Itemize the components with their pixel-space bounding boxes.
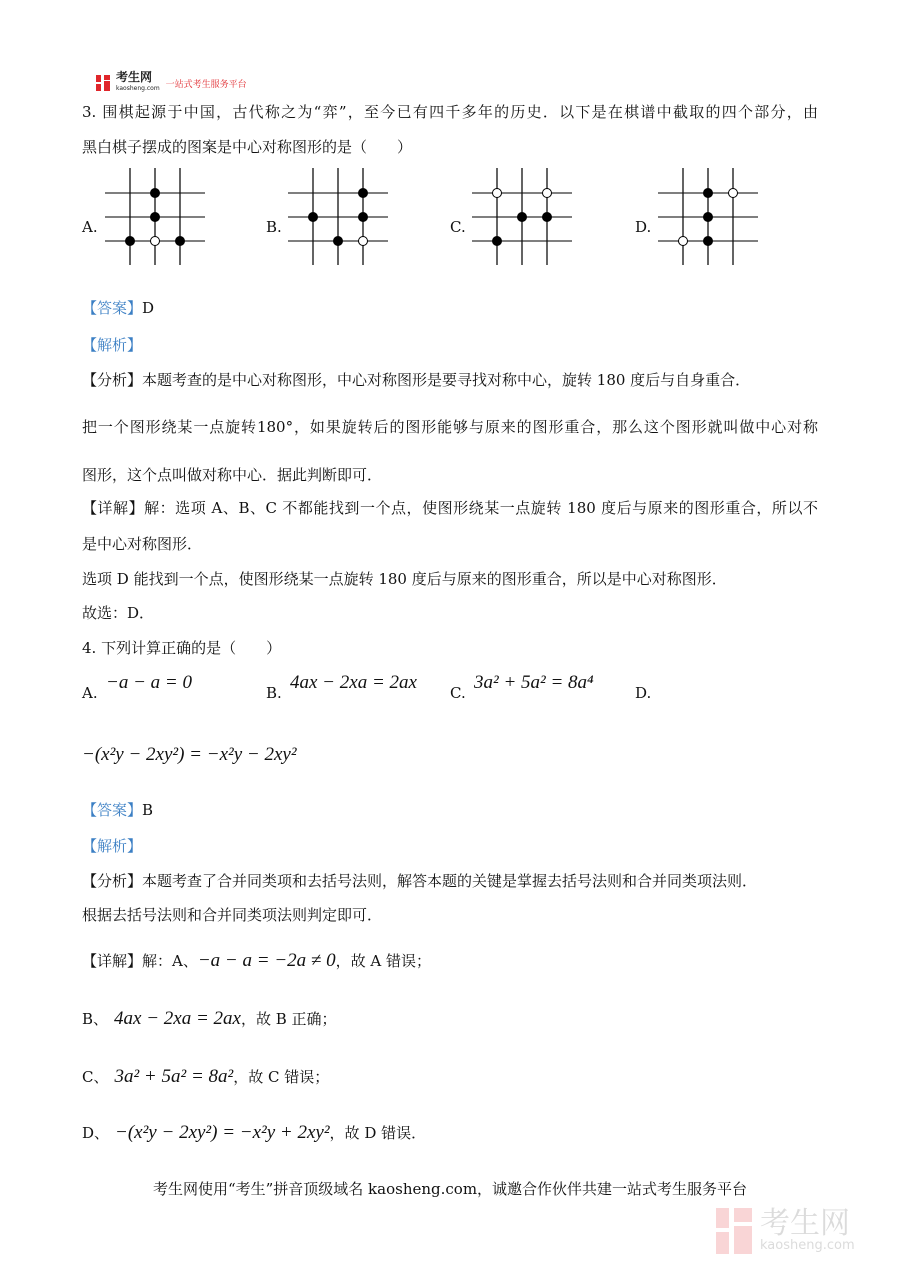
white-stone	[729, 189, 738, 198]
step-conclusion: ，故 B 正确；	[240, 1010, 337, 1028]
q3-fenxi: 本题考查的是中心对称图形，中心对称图形是要寻找对称中心，旋转 180 度后与自身重合．	[142, 371, 751, 389]
answer-label: 【答案】	[82, 801, 143, 819]
q3-stem-line2: 黑白棋子摆成的图案是中心对称图形的是（ ）	[82, 138, 413, 156]
analysis-label: 【解析】	[82, 336, 143, 354]
q3-option-b-label: B.	[266, 218, 282, 236]
step-prefix: D、	[82, 1124, 110, 1142]
black-stone	[359, 213, 368, 222]
step-prefix: 解：A、	[142, 952, 198, 970]
watermark-domain: kaosheng.com	[760, 1238, 855, 1253]
q4-fenxi: 本题考查了合并同类项和去括号法则，解答本题的关键是掌握去括号法则和合并同类项法则．	[142, 872, 758, 890]
watermark-logo-icon	[716, 1208, 752, 1254]
q3-detail-line2: 是中心对称图形．	[82, 535, 203, 553]
detail-label: 【详解】	[82, 952, 143, 970]
black-stone	[359, 189, 368, 198]
q4-option-a-label: A.	[82, 684, 98, 702]
white-stone	[359, 237, 368, 246]
q3-detail-line1: 解：选项 A、B、C 不都能找到一个点，使图形绕某一点旋转 180 度后与原来的图形重合，所以不	[144, 499, 818, 517]
black-stone	[176, 237, 185, 246]
black-stone	[704, 237, 713, 246]
logo-mark-icon	[96, 75, 110, 91]
step-prefix: C、	[82, 1068, 109, 1086]
logo-name: 考生网	[116, 70, 153, 84]
step-formula: 3a² + 5a² = 8a²	[114, 1066, 234, 1087]
logo-slogan: 一站式考生服务平台	[165, 79, 247, 90]
black-stone	[151, 189, 160, 198]
go-diagram-c	[467, 165, 577, 269]
step-formula: −(x²y − 2xy²) = −x²y + 2xy²	[115, 1122, 330, 1143]
black-stone	[309, 213, 318, 222]
detail-label: 【详解】	[82, 499, 145, 517]
step-conclusion: ，故 D 错误．	[329, 1124, 427, 1142]
fenxi-label: 【分析】	[82, 872, 143, 890]
black-stone	[126, 237, 135, 246]
go-diagram-a	[100, 165, 210, 269]
black-stone	[334, 237, 343, 246]
logo-domain: kaosheng.com	[116, 85, 160, 92]
q4-fenxi-line2: 根据去括号法则和合并同类项法则判定即可．	[82, 906, 383, 924]
step-formula: −a − a = −2a ≠ 0	[197, 950, 336, 971]
q3-choice: 故选：D．	[82, 604, 155, 622]
white-stone	[543, 189, 552, 198]
page-footer: 考生网使用“考生”拼音顶级域名 kaosheng.com，诚邀合作伙伴共建一站式考生服务平台	[152, 1180, 748, 1198]
q4-answer: B	[142, 801, 154, 819]
black-stone	[493, 237, 502, 246]
black-stone	[704, 189, 713, 198]
q3-answer: D	[142, 299, 155, 317]
q4-option-d-label: D.	[635, 684, 652, 702]
black-stone	[704, 213, 713, 222]
q3-stem-line1: 3. 围棋起源于中国，古代称之为“弈”，至今已有四千多年的历史．以下是在棋谱中截取的四个部分，由	[82, 103, 818, 121]
answer-label: 【答案】	[82, 299, 143, 317]
q3-detail-line3: 选项 D 能找到一个点，使图形绕某一点旋转 180 度后与原来的图形重合，所以是中心对称图形．	[82, 570, 727, 588]
black-stone	[151, 213, 160, 222]
white-stone	[493, 189, 502, 198]
q3-definition-line1: 把一个图形绕某一点旋转180°，如果旋转后的图形能够与原来的图形重合，那么这个图形就叫做中心对称	[82, 418, 818, 436]
kaosheng-logo	[96, 72, 247, 94]
fenxi-label: 【分析】	[82, 371, 143, 389]
step-prefix: B、	[82, 1010, 109, 1028]
q4-option-b-label: B.	[266, 684, 282, 702]
q4-option-d-formula: −(x²y − 2xy²) = −x²y − 2xy²	[82, 744, 297, 765]
black-stone	[543, 213, 552, 222]
q4-option-b-formula: 4ax − 2xa = 2ax	[290, 672, 417, 693]
q3-option-a-label: A.	[82, 218, 98, 236]
white-stone	[679, 237, 688, 246]
q4-stem: 4. 下列计算正确的是（ ）	[82, 639, 282, 657]
go-diagram-b	[283, 165, 393, 269]
watermark-name: 考生网	[760, 1206, 850, 1241]
step-conclusion: ，故 A 错误；	[335, 952, 431, 970]
q3-option-d-label: D.	[635, 218, 652, 236]
step-conclusion: ，故 C 错误；	[233, 1068, 330, 1086]
step-formula: 4ax − 2xa = 2ax	[114, 1008, 241, 1029]
q4-option-a-formula: −a − a = 0	[106, 672, 192, 693]
kaosheng-watermark	[716, 1208, 855, 1254]
black-stone	[518, 213, 527, 222]
white-stone	[151, 237, 160, 246]
analysis-label: 【解析】	[82, 837, 143, 855]
go-diagram-d	[653, 165, 763, 269]
q3-option-c-label: C.	[450, 218, 466, 236]
q4-option-c-formula: 3a² + 5a² = 8a⁴	[474, 672, 594, 693]
q3-definition-line2: 图形，这个点叫做对称中心．据此判断即可．	[82, 466, 383, 484]
q4-option-c-label: C.	[450, 684, 466, 702]
